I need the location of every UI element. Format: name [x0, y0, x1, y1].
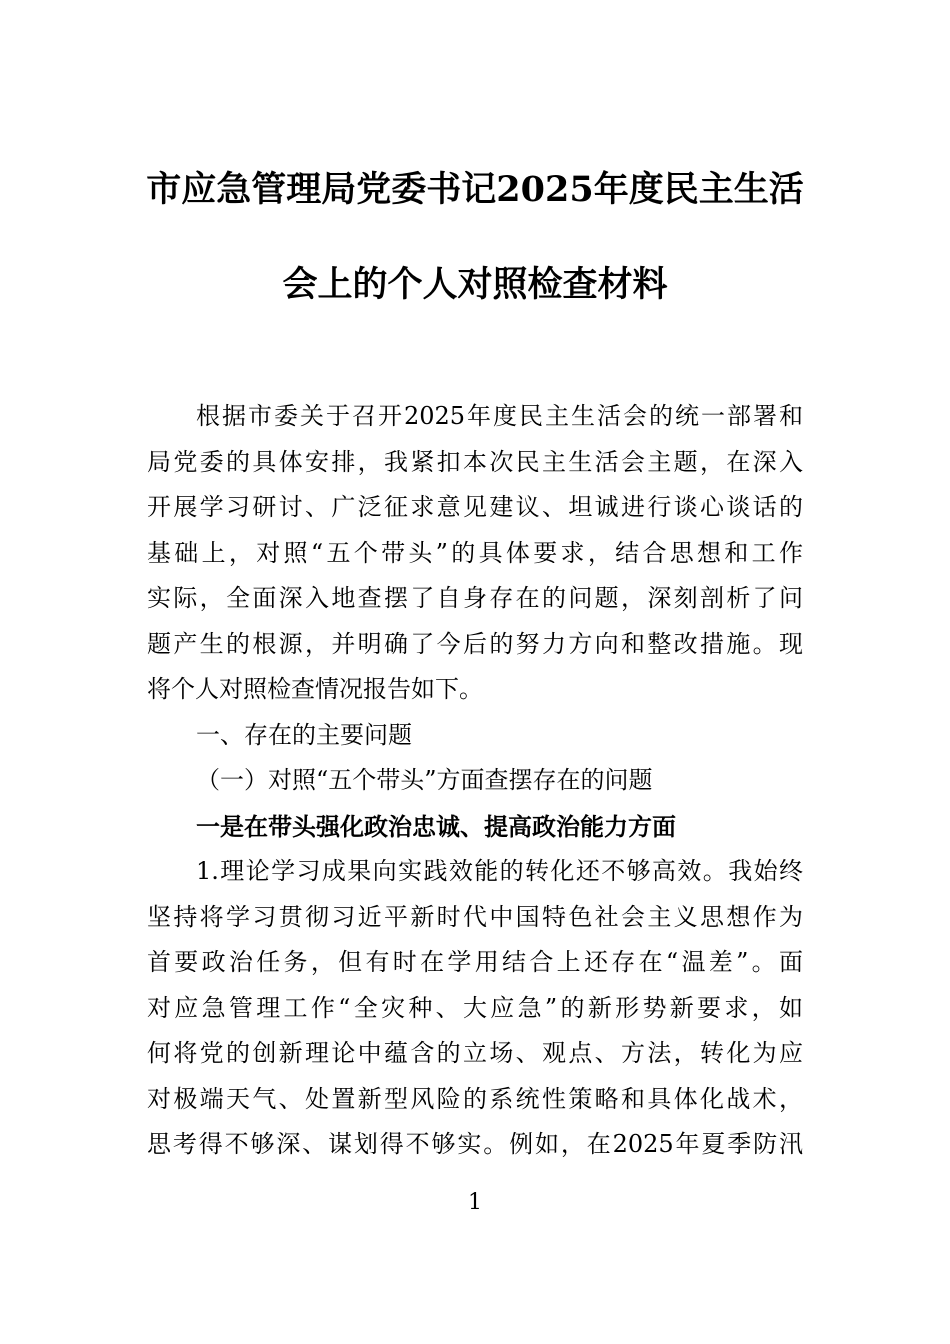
- document-title-line-2: 会上的个人对照检查材料: [282, 264, 668, 305]
- intro-paragraph-line: 题产生的根源，并明确了今后的努力方向和整改措施。现: [147, 629, 803, 658]
- subsection-heading: （一）对照“五个带头”方面查摆存在的问题: [196, 766, 653, 794]
- item-paragraph-line: 坚持将学习贯彻习近平新时代中国特色社会主义思想作为: [147, 902, 803, 931]
- intro-paragraph-line: 实际，全面深入地查摆了自身存在的问题，深刻剖析了问: [147, 584, 803, 612]
- item-paragraph-line: 思考得不够深、谋划得不够实。例如，在2025年夏季防汛: [147, 1130, 803, 1158]
- item-paragraph-line: 何将党的创新理论中蕴含的立场、观点、方法，转化为应: [147, 1039, 803, 1067]
- item-paragraph-line: 1.理论学习成果向实践效能的转化还不够高效。我始终: [196, 857, 803, 885]
- document-title-line-1: 市应急管理局党委书记2025年度民主生活: [146, 169, 804, 210]
- item-paragraph-line: 首要政治任务，但有时在学用结合上还存在“温差”。面: [147, 948, 803, 976]
- intro-paragraph-line: 根据市委关于召开2025年度民主生活会的统一部署和: [196, 402, 803, 430]
- point-heading: 一是在带头强化政治忠诚、提高政治能力方面: [196, 811, 676, 841]
- document-body: [147, 394, 803, 1168]
- section-heading: 一、存在的主要问题: [196, 720, 412, 749]
- intro-paragraph-line: 基础上，对照“五个带头”的具体要求，结合思想和工作: [147, 538, 803, 567]
- intro-paragraph-line: 局党委的具体安排，我紧扣本次民主生活会主题，在深入: [147, 447, 803, 476]
- intro-paragraph-line: 开展学习研讨、广泛征求意见建议、坦诚进行谈心谈话的: [147, 493, 803, 521]
- item-paragraph-line: 对极端天气、处置新型风险的系统性策略和具体化战术，: [147, 1084, 803, 1113]
- intro-paragraph-line: 将个人对照检查情况报告如下。: [147, 675, 483, 703]
- item-paragraph-line: 对应急管理工作“全灾种、大应急”的新形势新要求，如: [147, 993, 803, 1022]
- page-number: 1: [468, 1190, 482, 1215]
